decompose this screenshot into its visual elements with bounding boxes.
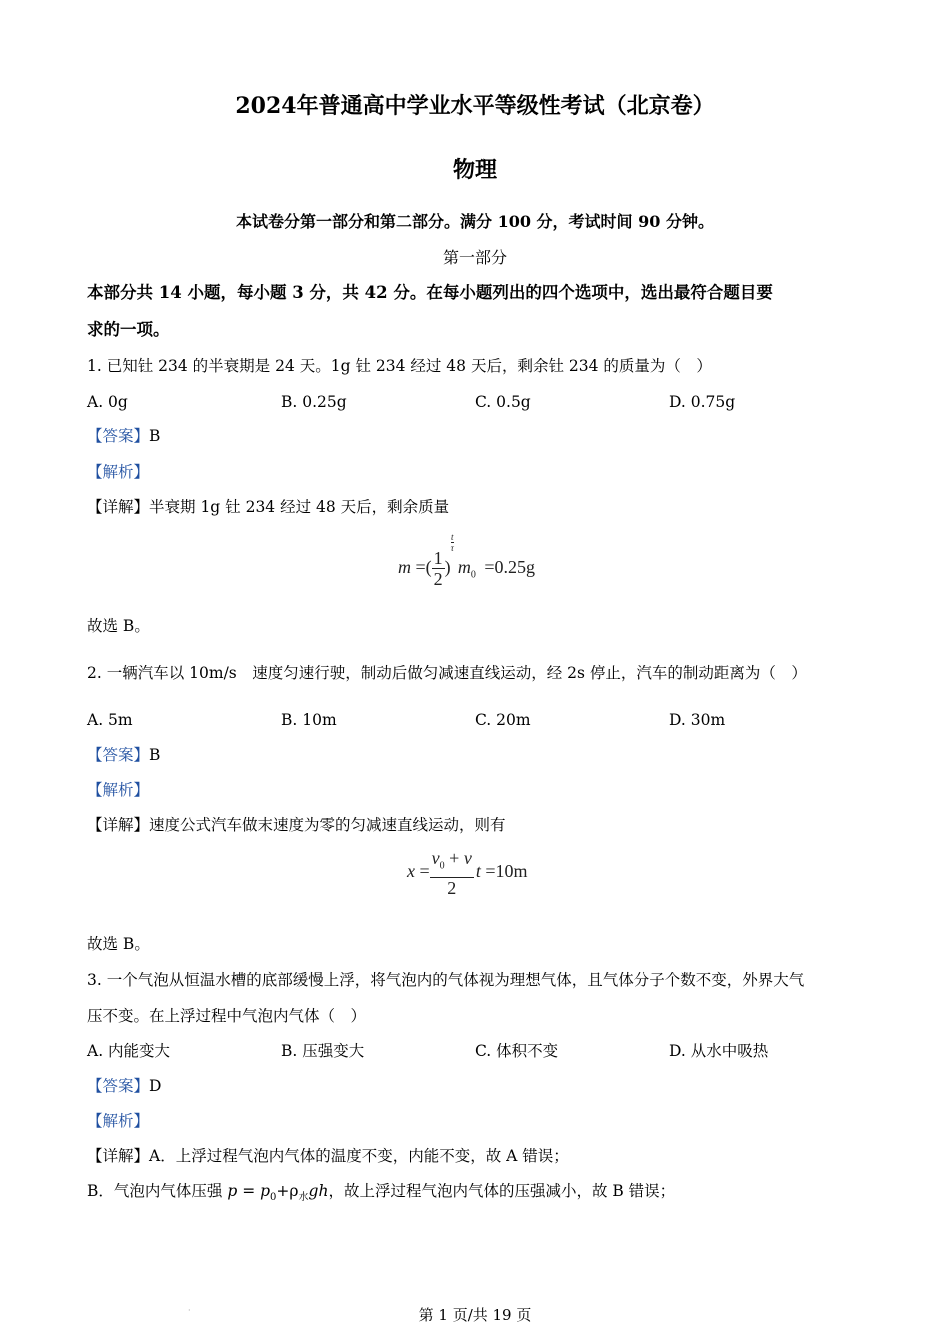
formula-equals: = <box>419 860 430 881</box>
fraction-numerator: 1 <box>433 548 443 569</box>
q2-answer <box>87 745 160 765</box>
q3-stem-line-1: 3. 一个气泡从恒温水槽的底部缓慢上浮，将气泡内的气体视为理想气体，且气体分子个数不变，外界大气 <box>87 971 805 989</box>
q3-analysis <box>87 1111 149 1131</box>
q1-option-c: C. 0.5g <box>475 393 531 411</box>
answer-tag: 【答案】 <box>87 427 150 445</box>
q1-answer <box>87 426 160 446</box>
exponent-denominator: τ <box>450 543 454 553</box>
q2-formula <box>407 848 527 898</box>
formula-equals: =( <box>415 557 432 577</box>
q2-option-a: A. 5m <box>87 711 133 729</box>
q1-option-a: A. 0g <box>87 393 128 411</box>
q2-conclusion: 故选 B。 <box>87 935 150 953</box>
page-mark: · <box>188 1306 191 1315</box>
symbol-p0: p <box>260 1182 271 1200</box>
q1-answer-value: B <box>149 427 161 445</box>
subscript-water: 水 <box>298 1192 309 1204</box>
plus-sign: + <box>449 848 460 868</box>
formula-exponent <box>451 532 454 553</box>
exam-title: 2024年普通高中学业水平等级性考试（北京卷） <box>235 93 715 119</box>
analysis-tag: 【解析】 <box>87 781 150 799</box>
answer-tag: 【答案】 <box>87 1077 150 1095</box>
formula-subscript: 0 <box>470 569 476 581</box>
analysis-tag: 【解析】 <box>87 1112 150 1130</box>
answer-tag: 【答案】 <box>87 746 150 764</box>
detail-tag: 【详解】 <box>87 1147 150 1165</box>
analysis-tag: 【解析】 <box>87 463 150 481</box>
q2-option-d: D. 30m <box>669 711 726 729</box>
part-heading: 第一部分 <box>442 248 507 267</box>
q2-option-b: B. 10m <box>281 711 337 729</box>
q3-detail-b <box>87 1181 675 1208</box>
exam-note: 本试卷分第一部分和第二部分。满分 100 分，考试时间 90 分钟。 <box>236 212 714 231</box>
detail-tag: 【详解】 <box>87 498 150 516</box>
exponent-numerator: t <box>451 532 454 542</box>
q3-option-a: A. 内能变大 <box>87 1042 171 1060</box>
formula-result: =0.25g <box>484 557 536 577</box>
q3-option-c: C. 体积不变 <box>475 1042 559 1060</box>
q1-stem: 1. 已知钍 234 的半衰期是 24 天。1g 钍 234 经过 48 天后，剩余钍 234 的质量为（ ） <box>87 357 712 375</box>
q1-analysis <box>87 462 149 482</box>
q3-answer-value: D <box>149 1077 162 1095</box>
q3-detail-b-suffix: ，故上浮过程气泡内气体的压强减小，故 B 错误； <box>328 1182 676 1200</box>
q2-stem: 2. 一辆汽车以 10m/s 速度匀速行驶，制动后做匀减速直线运动，经 2s 停止，汽车的制动距离为（ ） <box>87 664 807 682</box>
symbol-p: p <box>227 1182 238 1200</box>
formula-symbol-m0: m <box>457 557 471 577</box>
symbol-v0: v <box>431 848 440 868</box>
q1-option-d: D. 0.75g <box>669 393 736 411</box>
q3-option-d: D. 从水中吸热 <box>669 1042 769 1060</box>
formula-fraction <box>432 548 445 589</box>
instructions-line-2: 求的一项。 <box>87 320 170 339</box>
fraction-denominator: 2 <box>447 877 457 898</box>
formula-symbol-t: t <box>475 860 481 881</box>
subscript-0: 0 <box>270 1192 277 1204</box>
q3-option-b: B. 压强变大 <box>281 1042 365 1060</box>
q2-detail <box>87 815 506 835</box>
formula-close-paren: ) <box>444 557 451 577</box>
q1-detail <box>87 497 449 517</box>
q2-option-c: C. 20m <box>475 711 531 729</box>
q1-detail-text: 半衰期 1g 钍 234 经过 48 天后，剩余质量 <box>149 498 450 516</box>
instructions-line-1: 本部分共 14 小题，每小题 3 分，共 42 分。在每小题列出的四个选项中，选出最符合题目要 <box>87 283 773 302</box>
fraction-denominator: 2 <box>433 569 443 590</box>
subscript-0: 0 <box>439 860 445 872</box>
symbol-gh: gh <box>308 1182 329 1200</box>
formula-fraction <box>430 848 474 898</box>
fraction-numerator <box>430 848 474 878</box>
subject-title: 物理 <box>452 157 497 183</box>
q2-answer-value: B <box>149 746 161 764</box>
formula-equals: = <box>237 1182 261 1200</box>
q2-analysis <box>87 780 149 800</box>
q3-detail-b-prefix: B．气泡内气体压强 <box>87 1182 228 1200</box>
q1-option-b: B. 0.25g <box>281 393 347 411</box>
detail-tag: 【详解】 <box>87 816 150 834</box>
q3-answer <box>87 1076 161 1096</box>
symbol-v: v <box>463 848 472 868</box>
q1-conclusion: 故选 B。 <box>87 617 150 635</box>
formula-result: =10m <box>485 860 528 881</box>
q3-stem-line-2: 压不变。在上浮过程中气泡内气体（ ） <box>87 1007 367 1025</box>
plus-rho: +ρ <box>276 1182 299 1200</box>
q1-formula <box>398 532 535 589</box>
formula-symbol-x: x <box>407 860 415 881</box>
q3-detail-a-text: A．上浮过程气泡内气体的温度不变，内能不变，故 A 错误； <box>149 1147 569 1165</box>
formula-symbol-m: m <box>398 557 411 577</box>
q2-detail-text: 速度公式汽车做末速度为零的匀减速直线运动，则有 <box>149 816 506 834</box>
page-footer: 第 1 页/共 19 页 <box>418 1306 532 1324</box>
q3-detail-a <box>87 1146 569 1166</box>
